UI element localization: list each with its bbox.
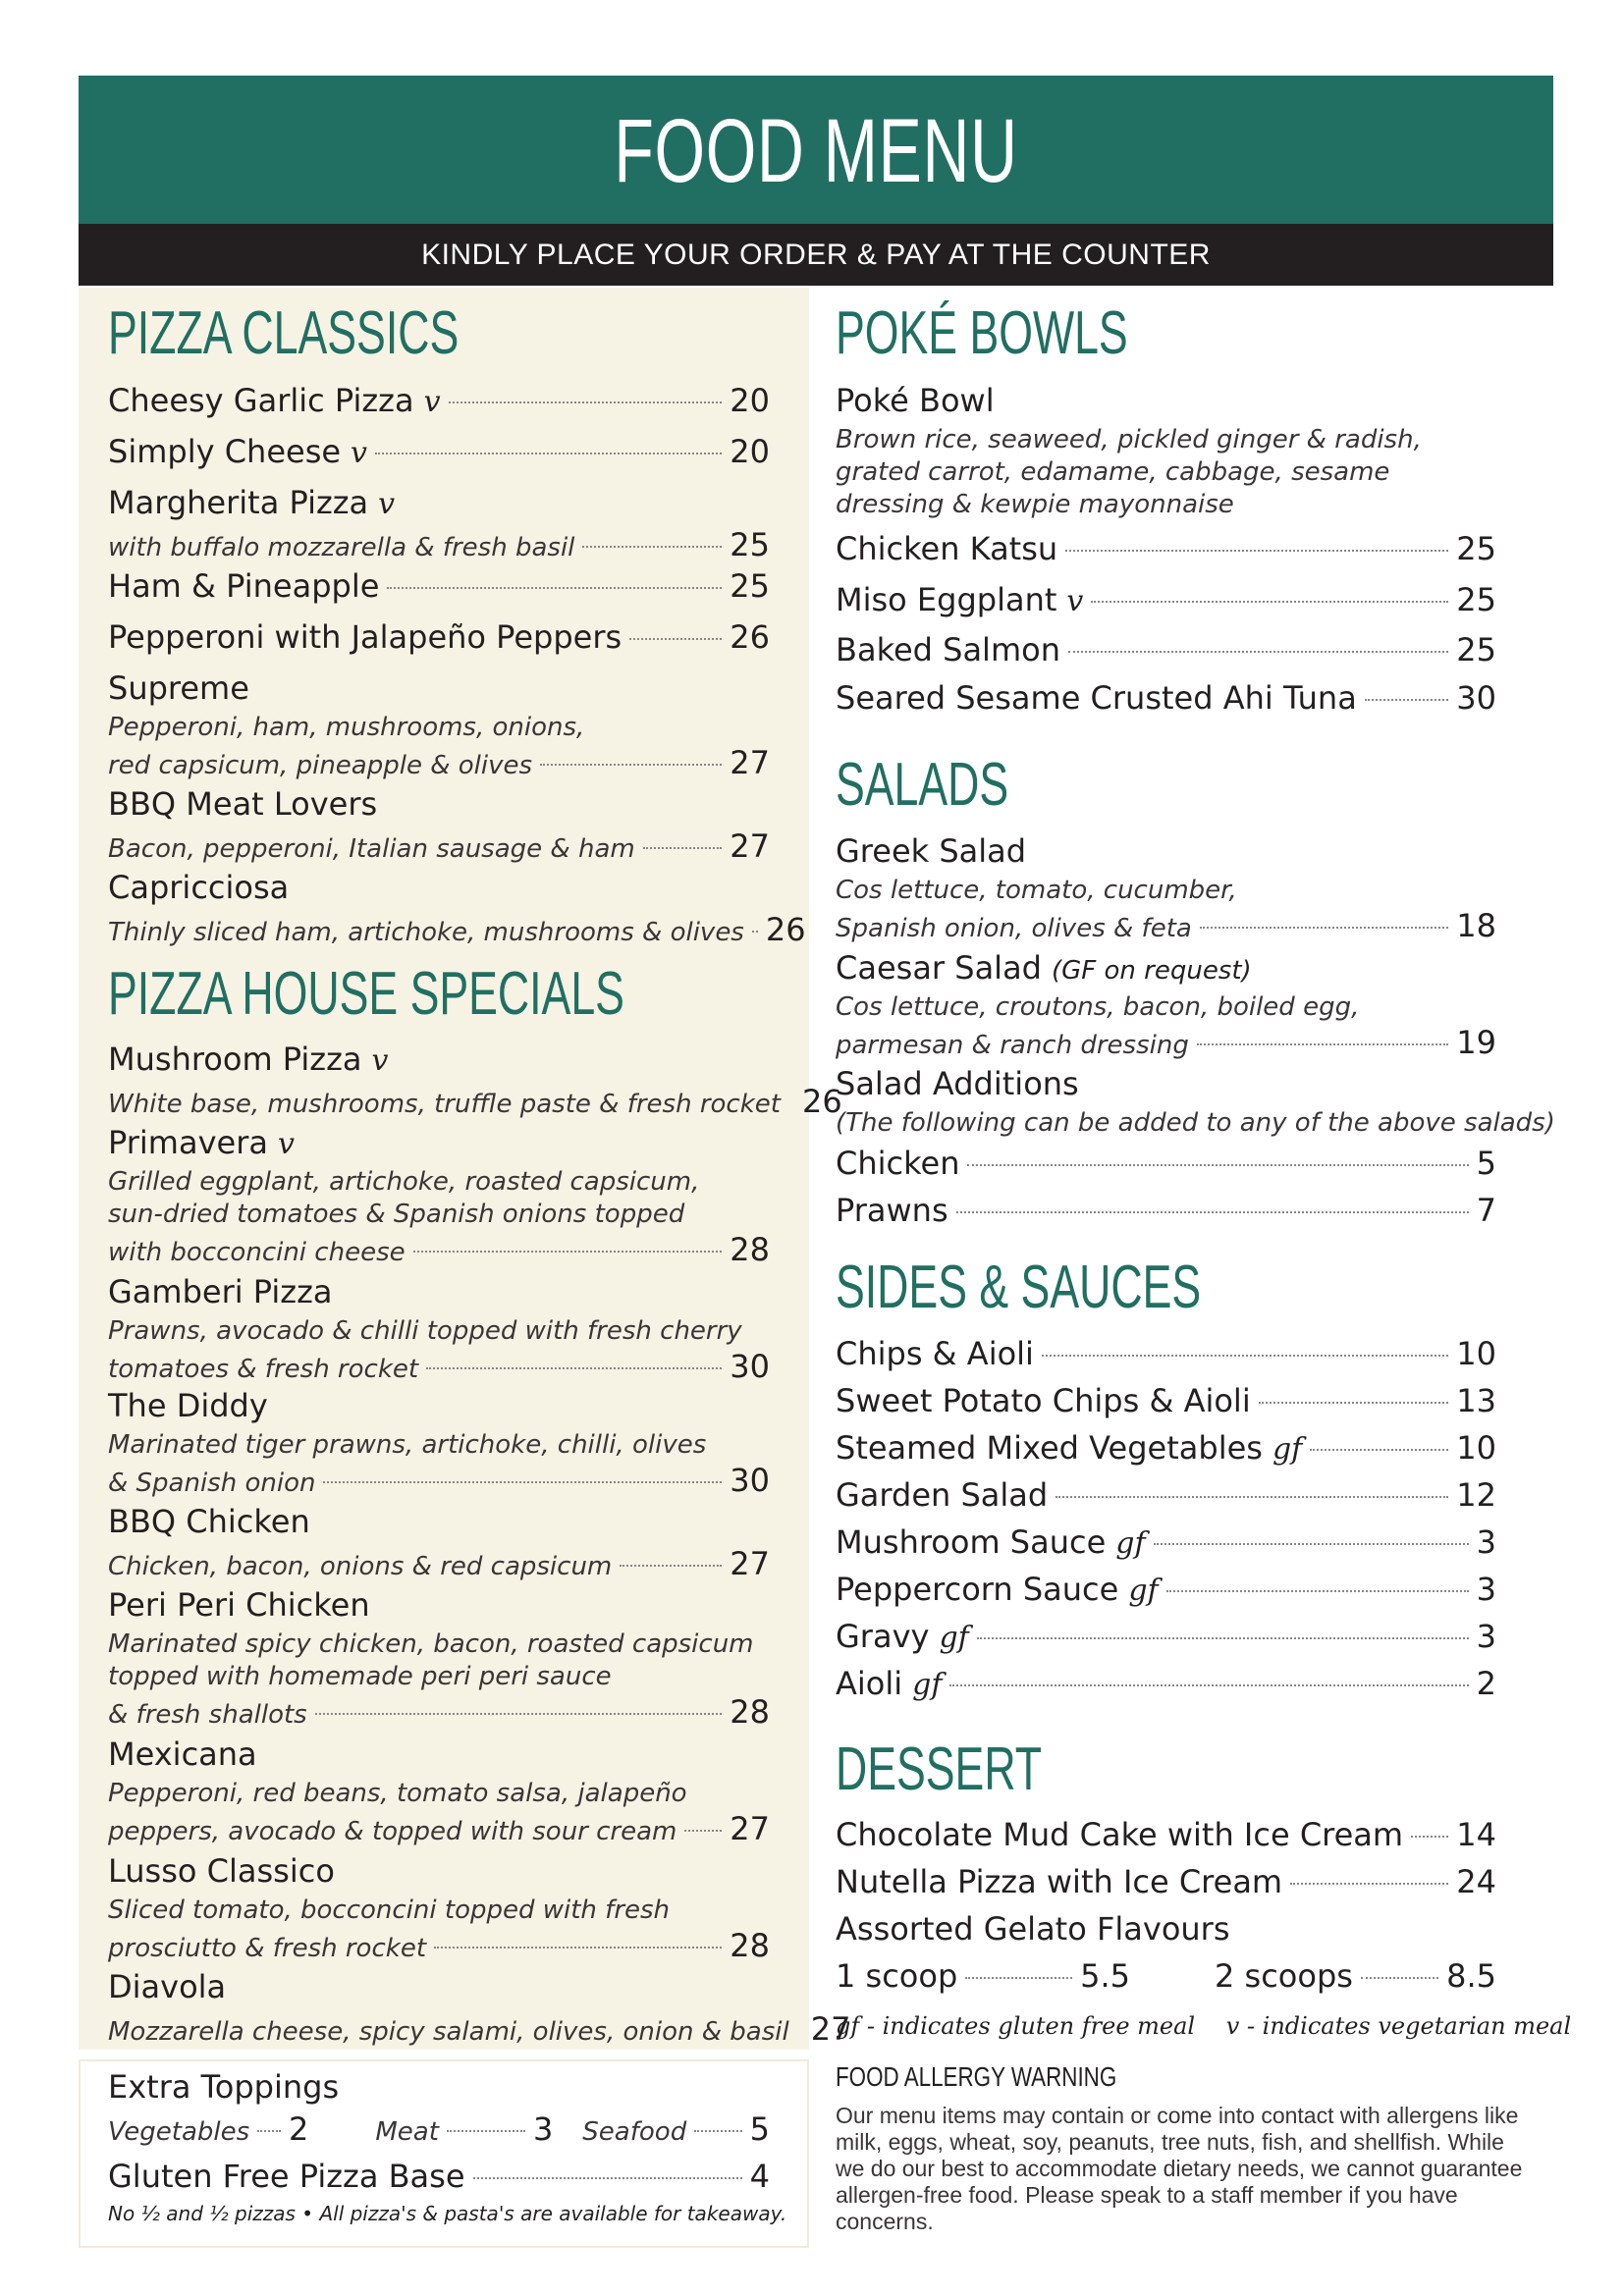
gluten-free-base-price: 4 <box>749 2158 770 2195</box>
item-description: parmesan & ranch dressing <box>836 1031 1189 1060</box>
dot-leader <box>1200 927 1448 929</box>
dot-leader <box>1290 1883 1448 1885</box>
salad-additions-title: Salad Additions <box>836 1065 1079 1102</box>
gelato-option-price: 5.5 <box>1080 1957 1130 1995</box>
dot-leader <box>582 546 722 548</box>
dot-leader <box>620 1565 722 1567</box>
dot-leader <box>1042 1355 1448 1357</box>
item-price: 28 <box>730 1693 770 1731</box>
dot-leader <box>434 1947 722 1949</box>
item-name: Pepperoni with Jalapeño Peppers <box>108 618 623 656</box>
item-price: 27 <box>730 1810 770 1847</box>
item-name: Greek Salad <box>836 832 1027 870</box>
gf-on-request-note: (GF on request) <box>1051 956 1252 986</box>
item-description: sun-dried tomatoes & Spanish onions topped <box>108 1200 685 1229</box>
item-description: Sliced tomato, bocconcini topped with fresh <box>108 1896 671 1925</box>
item-description: & fresh shallots <box>108 1700 307 1730</box>
dot-leader <box>1197 1043 1448 1045</box>
sides-list <box>836 1330 1496 1707</box>
topping-price: 3 <box>532 2110 554 2148</box>
item-name: Caesar Salad <box>836 949 1042 987</box>
item-name: Ham & Pineapple <box>108 567 380 605</box>
vegetarian-tag: v <box>423 385 441 419</box>
item-name: Margherita Pizza <box>108 484 369 521</box>
dot-leader <box>694 2130 741 2132</box>
menu-item <box>836 576 1496 623</box>
menu-item <box>108 864 806 949</box>
topping-name: Meat <box>375 2117 439 2147</box>
menu-item <box>108 1119 770 1269</box>
item-description: topped with homemade peri peri sauce <box>108 1662 612 1691</box>
item-price: 3 <box>1476 1571 1496 1608</box>
extra-toppings-title: Extra Toppings <box>108 2068 340 2106</box>
topping-name: Seafood <box>582 2117 687 2147</box>
item-description: Prawns, avocado & chilli topped with fresh cherry <box>108 1316 742 1346</box>
dot-leader <box>387 587 722 589</box>
item-price: 26 <box>730 618 770 656</box>
item-description: with bocconcini cheese <box>108 1238 406 1267</box>
item-description: tomatoes & fresh rocket <box>108 1355 419 1384</box>
menu-item <box>108 780 770 866</box>
item-price: 25 <box>1456 581 1496 618</box>
sides-sauces-heading: SIDES & SAUCES <box>836 1254 1202 1321</box>
item-description: peppers, avocado & topped with sour cream <box>108 1817 677 1846</box>
item-name: Prawns <box>836 1192 948 1229</box>
menu-item <box>108 1498 770 1583</box>
vegetarian-tag: v <box>1066 584 1084 618</box>
dot-leader <box>643 847 723 849</box>
vegetarian-tag: v <box>371 1043 389 1078</box>
gelato-option-name: 1 scoop <box>836 1957 958 1995</box>
item-description: Chicken, bacon, onions & red capsicum <box>108 1552 613 1581</box>
menu-item <box>108 1731 770 1848</box>
item-name: Seared Sesame Crusted Ahi Tuna <box>836 679 1357 717</box>
item-name: Cheesy Garlic Pizza <box>108 382 414 419</box>
item-price: 27 <box>730 744 770 781</box>
dot-leader <box>977 1637 1469 1639</box>
dot-leader <box>447 2130 525 2132</box>
item-name: Gamberi Pizza <box>108 1273 333 1310</box>
vegetarian-legend: v - indicates vegetarian meal <box>1225 2012 1572 2040</box>
item-name: Primavera <box>108 1124 268 1161</box>
item-price: 18 <box>1456 907 1496 944</box>
item-description: Thinly sliced ham, artichoke, mushrooms & olives <box>108 918 744 947</box>
dot-leader <box>1091 601 1448 603</box>
dessert-list <box>836 1811 1496 2000</box>
item-price: 10 <box>1456 1335 1496 1372</box>
item-price: 28 <box>730 1231 770 1268</box>
gluten-free-tag: gf <box>1272 1432 1303 1467</box>
item-name: Miso Eggplant <box>836 581 1057 618</box>
menu-title: FOOD MENU <box>614 101 1018 201</box>
item-price: 28 <box>730 1927 770 1964</box>
vegetarian-tag: v <box>351 436 367 470</box>
dot-leader <box>752 931 758 933</box>
item-description: Cos lettuce, croutons, bacon, boiled egg, <box>836 992 1360 1022</box>
pizza-classics-heading: PIZZA CLASSICS <box>108 299 460 367</box>
menu-item <box>108 377 770 424</box>
menu-item <box>108 1268 770 1386</box>
dot-leader <box>1068 651 1448 653</box>
dot-leader <box>1365 699 1448 701</box>
item-price: 30 <box>730 1462 770 1499</box>
dot-leader <box>413 1251 723 1253</box>
item-price: 25 <box>730 567 770 605</box>
item-name: Sweet Potato Chips & Aioli <box>836 1382 1251 1419</box>
salads-heading: SALADS <box>836 751 1009 819</box>
item-description: Marinated spicy chicken, bacon, roasted capsicum <box>108 1629 754 1659</box>
item-price: 26 <box>765 911 806 948</box>
menu-item <box>836 525 1496 572</box>
dot-leader <box>949 1684 1468 1686</box>
menu-item <box>108 562 770 610</box>
salad-additions <box>836 1060 1555 1234</box>
dot-leader <box>965 1977 1072 1979</box>
dot-leader <box>449 401 723 403</box>
item-price: 10 <box>1456 1429 1496 1467</box>
item-name: Mexicana <box>108 1735 257 1773</box>
item-price: 20 <box>730 433 770 470</box>
item-price: 27 <box>730 828 770 865</box>
item-price: 25 <box>1456 530 1496 567</box>
dessert-heading: DESSERT <box>836 1735 1043 1803</box>
item-name: Capricciosa <box>108 869 290 906</box>
dot-leader <box>956 1211 1469 1213</box>
topping-name: Vegetables <box>108 2117 250 2147</box>
item-price: 25 <box>1456 631 1496 668</box>
dot-leader <box>315 1713 723 1715</box>
menu-item <box>108 665 770 782</box>
gelato-title: Assorted Gelato Flavours <box>836 1910 1230 1948</box>
item-name: Diavola <box>108 1968 227 2005</box>
item-name: Peri Peri Chicken <box>108 1586 370 1624</box>
item-price: 20 <box>730 382 770 419</box>
dot-leader <box>1056 1496 1448 1498</box>
item-price: 30 <box>1456 679 1496 717</box>
item-name: Simply Cheese <box>108 433 342 470</box>
dot-leader <box>629 638 722 640</box>
gluten-free-tag: gf <box>912 1668 943 1702</box>
gluten-free-tag: gf <box>939 1621 969 1655</box>
item-name: Supreme <box>108 669 249 707</box>
dot-leader <box>323 1481 722 1483</box>
item-name: Poké Bowl <box>836 382 995 419</box>
item-price: 25 <box>730 526 770 563</box>
item-description: dressing & kewpie mayonnaise <box>836 490 1234 519</box>
item-price: 26 <box>801 1083 842 1120</box>
item-price: 2 <box>1476 1665 1496 1702</box>
takeaway-note: No ½ and ½ pizzas • All pizza's & pasta's are available for takeaway. <box>108 2202 787 2225</box>
item-price: 7 <box>1476 1192 1496 1229</box>
poke-bowl-intro <box>836 377 1496 521</box>
item-description: Grilled eggplant, artichoke, roasted capsicum, <box>108 1167 700 1197</box>
item-name: Chips & Aioli <box>836 1335 1034 1372</box>
menu-item <box>108 1581 770 1732</box>
item-description: Mozzarella cheese, spicy salami, olives, onion & basil <box>108 2017 789 2047</box>
item-name: Aioli <box>836 1665 903 1702</box>
dot-leader <box>1310 1449 1448 1451</box>
vegetarian-tag: v <box>378 487 396 521</box>
menu-item <box>836 626 1496 673</box>
item-price: 30 <box>730 1348 770 1385</box>
item-name: Nutella Pizza with Ice Cream <box>836 1863 1283 1900</box>
gelato-option-price: 8.5 <box>1446 1957 1496 1995</box>
dot-leader <box>1361 1977 1438 1979</box>
dot-leader <box>1065 550 1448 552</box>
dot-leader <box>473 2177 742 2179</box>
item-name: Mushroom Sauce <box>836 1523 1107 1561</box>
item-name: Gravy <box>836 1618 930 1655</box>
item-price: 27 <box>810 2010 851 2048</box>
item-price: 12 <box>1456 1476 1496 1514</box>
menu-item <box>108 479 770 564</box>
allergy-warning-title: FOOD ALLERGY WARNING <box>836 2061 1117 2092</box>
menu-item <box>108 614 770 661</box>
item-name: Peppercorn Sauce <box>836 1571 1119 1608</box>
item-description: with buffalo mozzarella & fresh basil <box>108 533 575 562</box>
order-instruction-banner: KINDLY PLACE YOUR ORDER & PAY AT THE COUNTER <box>79 224 1553 286</box>
item-price: 3 <box>1476 1523 1496 1561</box>
item-price: 24 <box>1456 1863 1496 1900</box>
item-name: Lusso Classico <box>108 1852 335 1890</box>
gelato-option-name: 2 scoops <box>1215 1957 1353 1995</box>
item-name: Baked Salmon <box>836 631 1060 668</box>
item-description: prosciutto & fresh rocket <box>108 1934 427 1963</box>
item-name: BBQ Meat Lovers <box>108 785 378 823</box>
vegetarian-tag: v <box>277 1127 295 1161</box>
item-price: 19 <box>1456 1024 1496 1061</box>
item-description: red capsicum, pineapple & olives <box>108 751 533 780</box>
pizza-house-specials-heading: PIZZA HOUSE SPECIALS <box>108 960 624 1028</box>
item-name: Chicken <box>836 1145 960 1182</box>
menu-item <box>108 1963 851 2049</box>
dot-leader <box>426 1367 722 1369</box>
item-price: 14 <box>1456 1816 1496 1853</box>
item-description: & Spanish onion <box>108 1468 316 1498</box>
item-description: White base, mushrooms, truffle paste & fresh rocket <box>108 1090 781 1119</box>
item-name: The Diddy <box>108 1387 268 1424</box>
item-name: Steamed Mixed Vegetables <box>836 1429 1263 1467</box>
allergy-warning-text: Our menu items may contain or come into contact with allergens like milk, eggs, wheat, soy, peanuts, tree nuts, fish, and shellfish. While we do our best to accommodate dietary needs, we cannot guarantee allergen-free food. Please speak to a staff member if you have concerns. <box>836 2103 1523 2234</box>
menu-item <box>836 944 1496 1062</box>
extra-toppings <box>108 2063 770 2200</box>
menu-item <box>836 674 1496 721</box>
menu-item <box>108 1036 842 1121</box>
dot-leader <box>967 1164 1468 1166</box>
item-name: Mushroom Pizza <box>108 1041 362 1078</box>
menu-item <box>108 428 770 475</box>
menu-header <box>79 76 1553 224</box>
item-price: 27 <box>730 1545 770 1582</box>
item-name: Garden Salad <box>836 1476 1049 1514</box>
item-description: Bacon, pepperoni, Italian sausage & ham <box>108 834 635 864</box>
item-description: Pepperoni, red beans, tomato salsa, jalapeño <box>108 1779 687 1808</box>
dot-leader <box>684 1830 722 1832</box>
item-price: 5 <box>1476 1145 1496 1182</box>
dot-leader <box>1411 1836 1448 1838</box>
item-description: grated carrot, edamame, cabbage, sesame <box>836 457 1390 487</box>
dot-leader <box>375 453 722 454</box>
menu-item <box>836 828 1496 945</box>
topping-price: 2 <box>288 2110 309 2148</box>
item-description: Pepperoni, ham, mushrooms, onions, <box>108 713 585 742</box>
gluten-free-legend: gf - indicates gluten free meal <box>836 2012 1196 2040</box>
item-description: Cos lettuce, tomato, cucumber, <box>836 876 1237 905</box>
gluten-free-base-name: Gluten Free Pizza Base <box>108 2158 465 2195</box>
item-name: Chocolate Mud Cake with Ice Cream <box>836 1816 1404 1853</box>
dot-leader <box>1166 1590 1469 1592</box>
salad-additions-note: (The following can be added to any of the above salads) <box>836 1108 1555 1138</box>
menu-item <box>108 1847 770 1965</box>
item-price: 3 <box>1476 1618 1496 1655</box>
dot-leader <box>257 2130 281 2132</box>
item-name: Chicken Katsu <box>836 530 1058 567</box>
item-name: BBQ Chicken <box>108 1503 310 1540</box>
item-description: Spanish onion, olives & feta <box>836 914 1192 943</box>
item-price: 13 <box>1456 1382 1496 1419</box>
poke-bowls-heading: POKÉ BOWLS <box>836 299 1128 367</box>
dot-leader <box>540 764 722 766</box>
dot-leader <box>1259 1402 1449 1404</box>
item-description: Marinated tiger prawns, artichoke, chilli, olives <box>108 1430 707 1460</box>
topping-price: 5 <box>749 2110 770 2148</box>
dot-leader <box>1154 1543 1469 1545</box>
dietary-legend <box>836 2012 1571 2040</box>
gluten-free-tag: gf <box>1115 1526 1146 1561</box>
menu-item <box>108 1382 770 1500</box>
item-description: Brown rice, seaweed, pickled ginger & radish, <box>836 425 1422 454</box>
gluten-free-tag: gf <box>1128 1574 1159 1608</box>
